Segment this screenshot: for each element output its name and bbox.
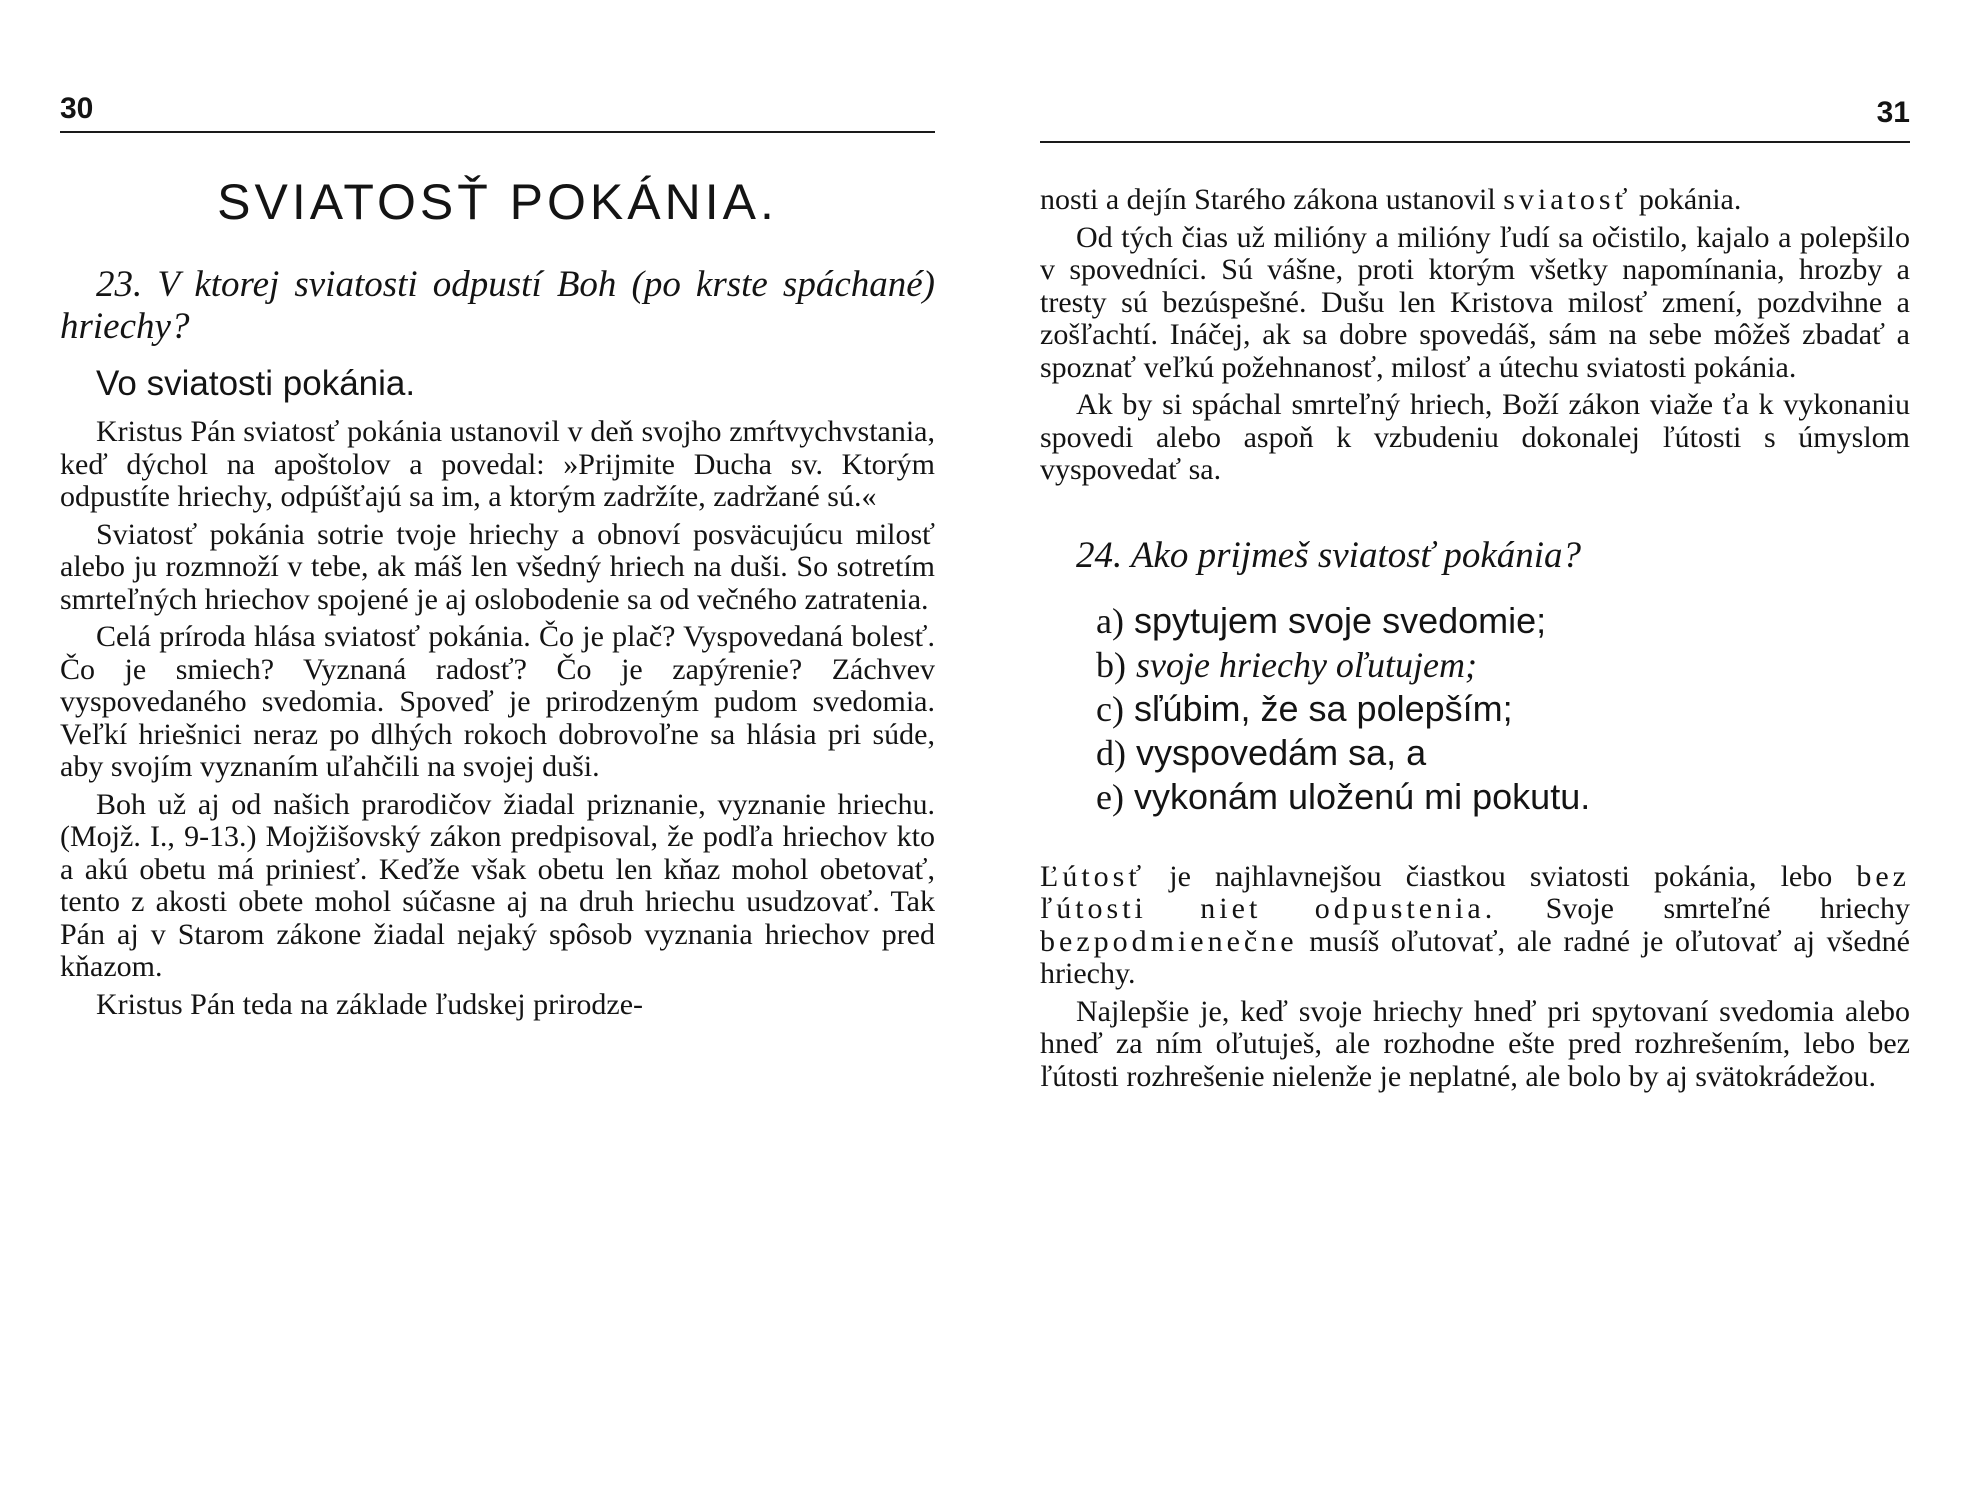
list-item <box>1096 687 1910 731</box>
step-text: vyspovedám sa, a <box>1136 731 1427 773</box>
continuation-text-b: pokánia. <box>1631 183 1742 216</box>
left-column <box>60 170 935 1026</box>
question-24: 24. Ako prijmeš sviatosť pokánia? <box>1076 534 1582 576</box>
contrition-emphasis-1: bez ľútosti niet odpustenia. <box>1040 859 1910 925</box>
steps-list <box>1040 599 1910 819</box>
question-23: 23. V ktorej sviatosti odpustí Boh (po krste spáchané) hriechy? <box>60 264 935 347</box>
list-item <box>1096 731 1910 775</box>
paragraph-mortal-sin: Ak by si spáchal smrteľný hriech, Boží zákon viaže ťa k vykonaniu spovedi alebo aspoň k vzbudeniu dokonalej ľútosti s úmyslom vyspovedať sa. <box>1040 388 1910 486</box>
paragraph-contrition <box>1040 861 1910 991</box>
chapter-title: SVIATOSŤ POKÁNIA. <box>217 174 778 230</box>
continuation-spaced: sviatosť <box>1503 183 1632 216</box>
contrition-text-1: je najhlavnejšou čiastkou sviatosti pokánia, lebo <box>1145 859 1857 893</box>
step-letter: e) <box>1096 776 1124 817</box>
list-item <box>1096 643 1910 687</box>
step-letter: b) <box>1096 644 1126 685</box>
paragraph-institution: Kristus Pán sviatosť pokánia ustanovil v deň svojho zmŕtvychvstania, keď dýchol na apoštolov a povedal: »Prijmite Ducha sv. Ktorým odpustíte hriechy, odpúšťajú sa im, a ktorým zadržíte, zadržané sú.« <box>60 415 935 513</box>
contrition-text-3: musíš oľutovať, ale radné je oľutovať aj všedné hriechy. <box>1040 924 1910 990</box>
step-letter: d) <box>1096 732 1126 773</box>
step-text: svoje hriechy oľutujem; <box>1136 644 1477 685</box>
paragraph-best-practice: Najlepšie je, keď svoje hriechy hneď pri spytovaní svedomia alebo hneď za ním oľutuješ, ale rozhodne ešte pred rozhrešením, lebo bez ľútosti rozhrešenie nielenže je neplatné, ale bolo by aj svätokrádežou. <box>1040 994 1910 1093</box>
paragraph-millions: Od tých čias už milióny a milióny ľudí sa očistilo, kajalo a polepšilo v spovedníci. Sú vášne, proti ktorým všetky napomínania, hrozby a tresty sú bezúspešné. Dušu len Kristova milosť zmení, pozdvihne a zošľachtí. Ináčej, ak sa dobre spovedáš, sám na sebe môžeš zbadať a spoznať veľkú požehnanosť, milosť a útechu sviatosti pokánia. <box>1040 220 1910 384</box>
paragraph-continued: Kristus Pán teda na základe ľudskej prirodze- <box>96 987 644 1021</box>
list-item <box>1096 599 1910 643</box>
list-item <box>1096 775 1910 819</box>
step-text: spytujem svoje svedomie; <box>1133 599 1547 641</box>
contrition-text-2: Svoje smrteľné hriechy <box>1496 892 1910 925</box>
paragraph-nature: Celá príroda hlása sviatosť pokánia. Čo je plač? Vyspovedaná bolesť. Čo je smiech? Vyznaná radosť? Čo je zapýrenie? Záchvev vyspovedaného svedomia. Spoveď je prirodzeným pudom svedomia. Veľkí hriešnici neraz po dlhých rokoch dobrovoľne sa hlásia pri súde, aby svojím vyznaním uľahčili na svojej duši. <box>60 620 935 783</box>
continuation-text-a: nosti a dejín Starého zákona ustanovil <box>1040 183 1504 216</box>
contrition-term: Ľútosť <box>1040 859 1146 893</box>
header-rule-right <box>1040 141 1910 143</box>
paragraph-effects: Sviatosť pokánia sotrie tvoje hriechy a obnoví posväcujúcu milosť alebo ju rozmnoží v tebe, ak máš len všedný hriech na duši. So sotretím smrteľných hriechov spojené je aj oslobodenie sa od večného zatratenia. <box>60 517 935 616</box>
right-page <box>1040 0 1910 1500</box>
step-letter: a) <box>1096 600 1124 641</box>
left-page <box>60 0 935 1500</box>
step-text: sľúbim, že sa polepším; <box>1133 687 1513 729</box>
page-number-right: 31 <box>1876 96 1910 129</box>
paragraph-old-testament: Boh už aj od našich prarodičov žiadal priznanie, vyznanie hriechu. (Mojž. I., 9-13.) Mojžišovský zákon predpisoval, že podľa hriechov kto a akú obetu má priniesť. Keďže však obetu len kňaz mohol obetovať, tento z akosti obete mohol súčasne aj na druh hriechu usudzovať. Tak Pán aj v Starom zákone žiadal nejaký spôsob vyznania hriechov pred kňazom. <box>60 787 935 983</box>
contrition-emphasis-2: bezpodmienečne <box>1040 924 1298 958</box>
step-letter: c) <box>1096 688 1124 729</box>
page-number-left: 30 <box>60 92 94 125</box>
right-column <box>1040 184 1910 1098</box>
header-rule-left <box>60 131 935 133</box>
step-text: vykonám uloženú mi pokutu. <box>1133 775 1591 817</box>
answer-23: Vo sviatosti pokánia. <box>96 364 416 403</box>
paragraph-continuation <box>1040 184 1910 217</box>
